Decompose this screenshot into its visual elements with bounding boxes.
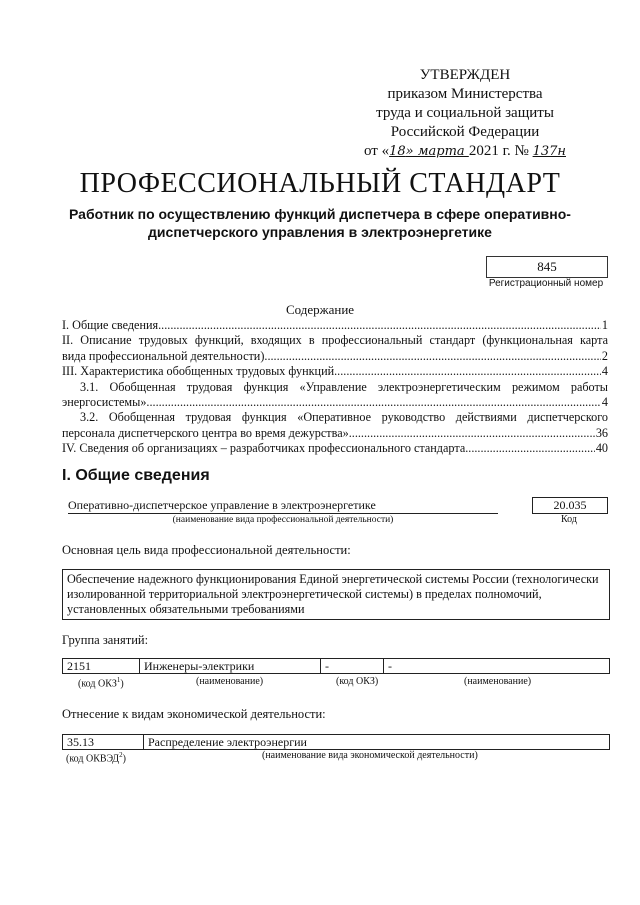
okved-code: 35.13 xyxy=(63,735,144,750)
toc-page: 40 xyxy=(595,441,608,456)
approval-line-2: труда и социальной защиты xyxy=(376,105,554,121)
table-row xyxy=(63,735,610,750)
toc-page: 1 xyxy=(601,318,608,332)
toc-item[interactable]: вида профессиональной деятельности) ..... 2 xyxy=(62,349,608,364)
order-year: 2021 г. № xyxy=(468,143,529,159)
order-month: » марта xyxy=(405,144,469,159)
toc-item[interactable]: III. Характеристика обобщенных трудовых функций ..... 4 xyxy=(62,364,608,379)
approval-block xyxy=(330,66,600,161)
toc-page: 4 xyxy=(601,395,608,410)
occupation-name-1: Инженеры-электрики xyxy=(140,659,321,674)
okz-code-1: 2151 xyxy=(63,659,140,674)
approval-line-1: приказом Министерства xyxy=(387,86,543,102)
toc-item-text[interactable]: 3.2. Обобщенная трудовая функция «Оперативное руководство действиями диспетчерского xyxy=(80,410,608,425)
economic-activity-table xyxy=(62,734,610,750)
okz-code-caption: (код ОКЗ$^1$) xyxy=(78,676,124,690)
toc-item-text[interactable]: II. Описание трудовых функций, входящих в профессиональный стандарт (функциональная карта xyxy=(62,333,608,348)
toc-item[interactable]: I. Общие сведения ..... 1 xyxy=(62,318,608,333)
economic-activity-caption: (наименование вида экономической деятельности) xyxy=(262,750,478,761)
approval-line-3: Российской Федерации xyxy=(390,124,540,140)
registration-label: Регистрационный номер xyxy=(488,278,604,289)
occupation-group-table xyxy=(62,658,610,674)
okz-code-caption-2: (код ОКЗ) xyxy=(336,676,379,687)
date-prefix: от « xyxy=(364,143,390,159)
goal-text: Обеспечение надежного функционирования Единой энергетической системы России (технологически изолированной территориальной электроэнергетической системы) в пределах полномочий, установленных обязательными требованиями xyxy=(62,569,610,620)
order-line xyxy=(330,142,600,161)
order-number: 137н xyxy=(532,144,566,159)
toc-page: 4 xyxy=(601,364,608,379)
toc-page: 36 xyxy=(595,425,608,440)
occupation-name-2: - xyxy=(384,659,610,674)
document-subtitle: Работник по осуществлению функций диспетчера в сфере оперативно-диспетчерского управления в электроэнергетике xyxy=(69,206,571,240)
toc-title: Содержание xyxy=(285,302,355,317)
table-of-contents xyxy=(62,318,608,457)
toc-item[interactable]: энергосистемы» ..... 4 xyxy=(62,395,608,410)
activity-name: Оперативно-диспетчерское управление в электроэнергетике xyxy=(68,498,498,514)
goal-label: Основная цель вида профессиональной деятельности: xyxy=(62,543,351,557)
okved-code-caption: (код ОКВЭД$^2$) xyxy=(66,751,126,765)
code-caption: Код xyxy=(561,514,577,525)
occupation-name-caption: (наименование) xyxy=(196,676,264,687)
occupation-group-label: Группа занятий: xyxy=(62,633,149,647)
economic-activities-label: Отнесение к видам экономической деятельности: xyxy=(62,707,326,721)
document-title: ПРОФЕССИОНАЛЬНЫЙ СТАНДАРТ xyxy=(79,168,561,199)
registration-number: 845 xyxy=(486,256,608,278)
section-heading: I. Общие сведения xyxy=(62,467,210,484)
approved-label: УТВЕРЖДЕН xyxy=(419,67,511,83)
activity-caption: (наименование вида профессиональной деятельности) xyxy=(172,515,394,525)
activity-code: 20.035 xyxy=(532,497,608,514)
occupation-name-caption-2: (наименование) xyxy=(464,676,532,687)
order-day: 18 xyxy=(389,144,406,159)
toc-item[interactable]: IV. Сведения об организациях – разработчиках профессионального стандарта ..... 40 xyxy=(62,441,608,456)
toc-page: 2 xyxy=(601,348,608,363)
table-row xyxy=(63,659,610,674)
toc-item[interactable]: персонала диспетчерского центра во время дежурства» ..... 36 xyxy=(62,426,608,441)
okz-code-2: - xyxy=(321,659,384,674)
economic-activity-name: Распределение электроэнергии xyxy=(144,735,610,750)
toc-item-text[interactable]: 3.1. Обобщенная трудовая функция «Управление электроэнергетическим режимом работы xyxy=(80,379,608,394)
